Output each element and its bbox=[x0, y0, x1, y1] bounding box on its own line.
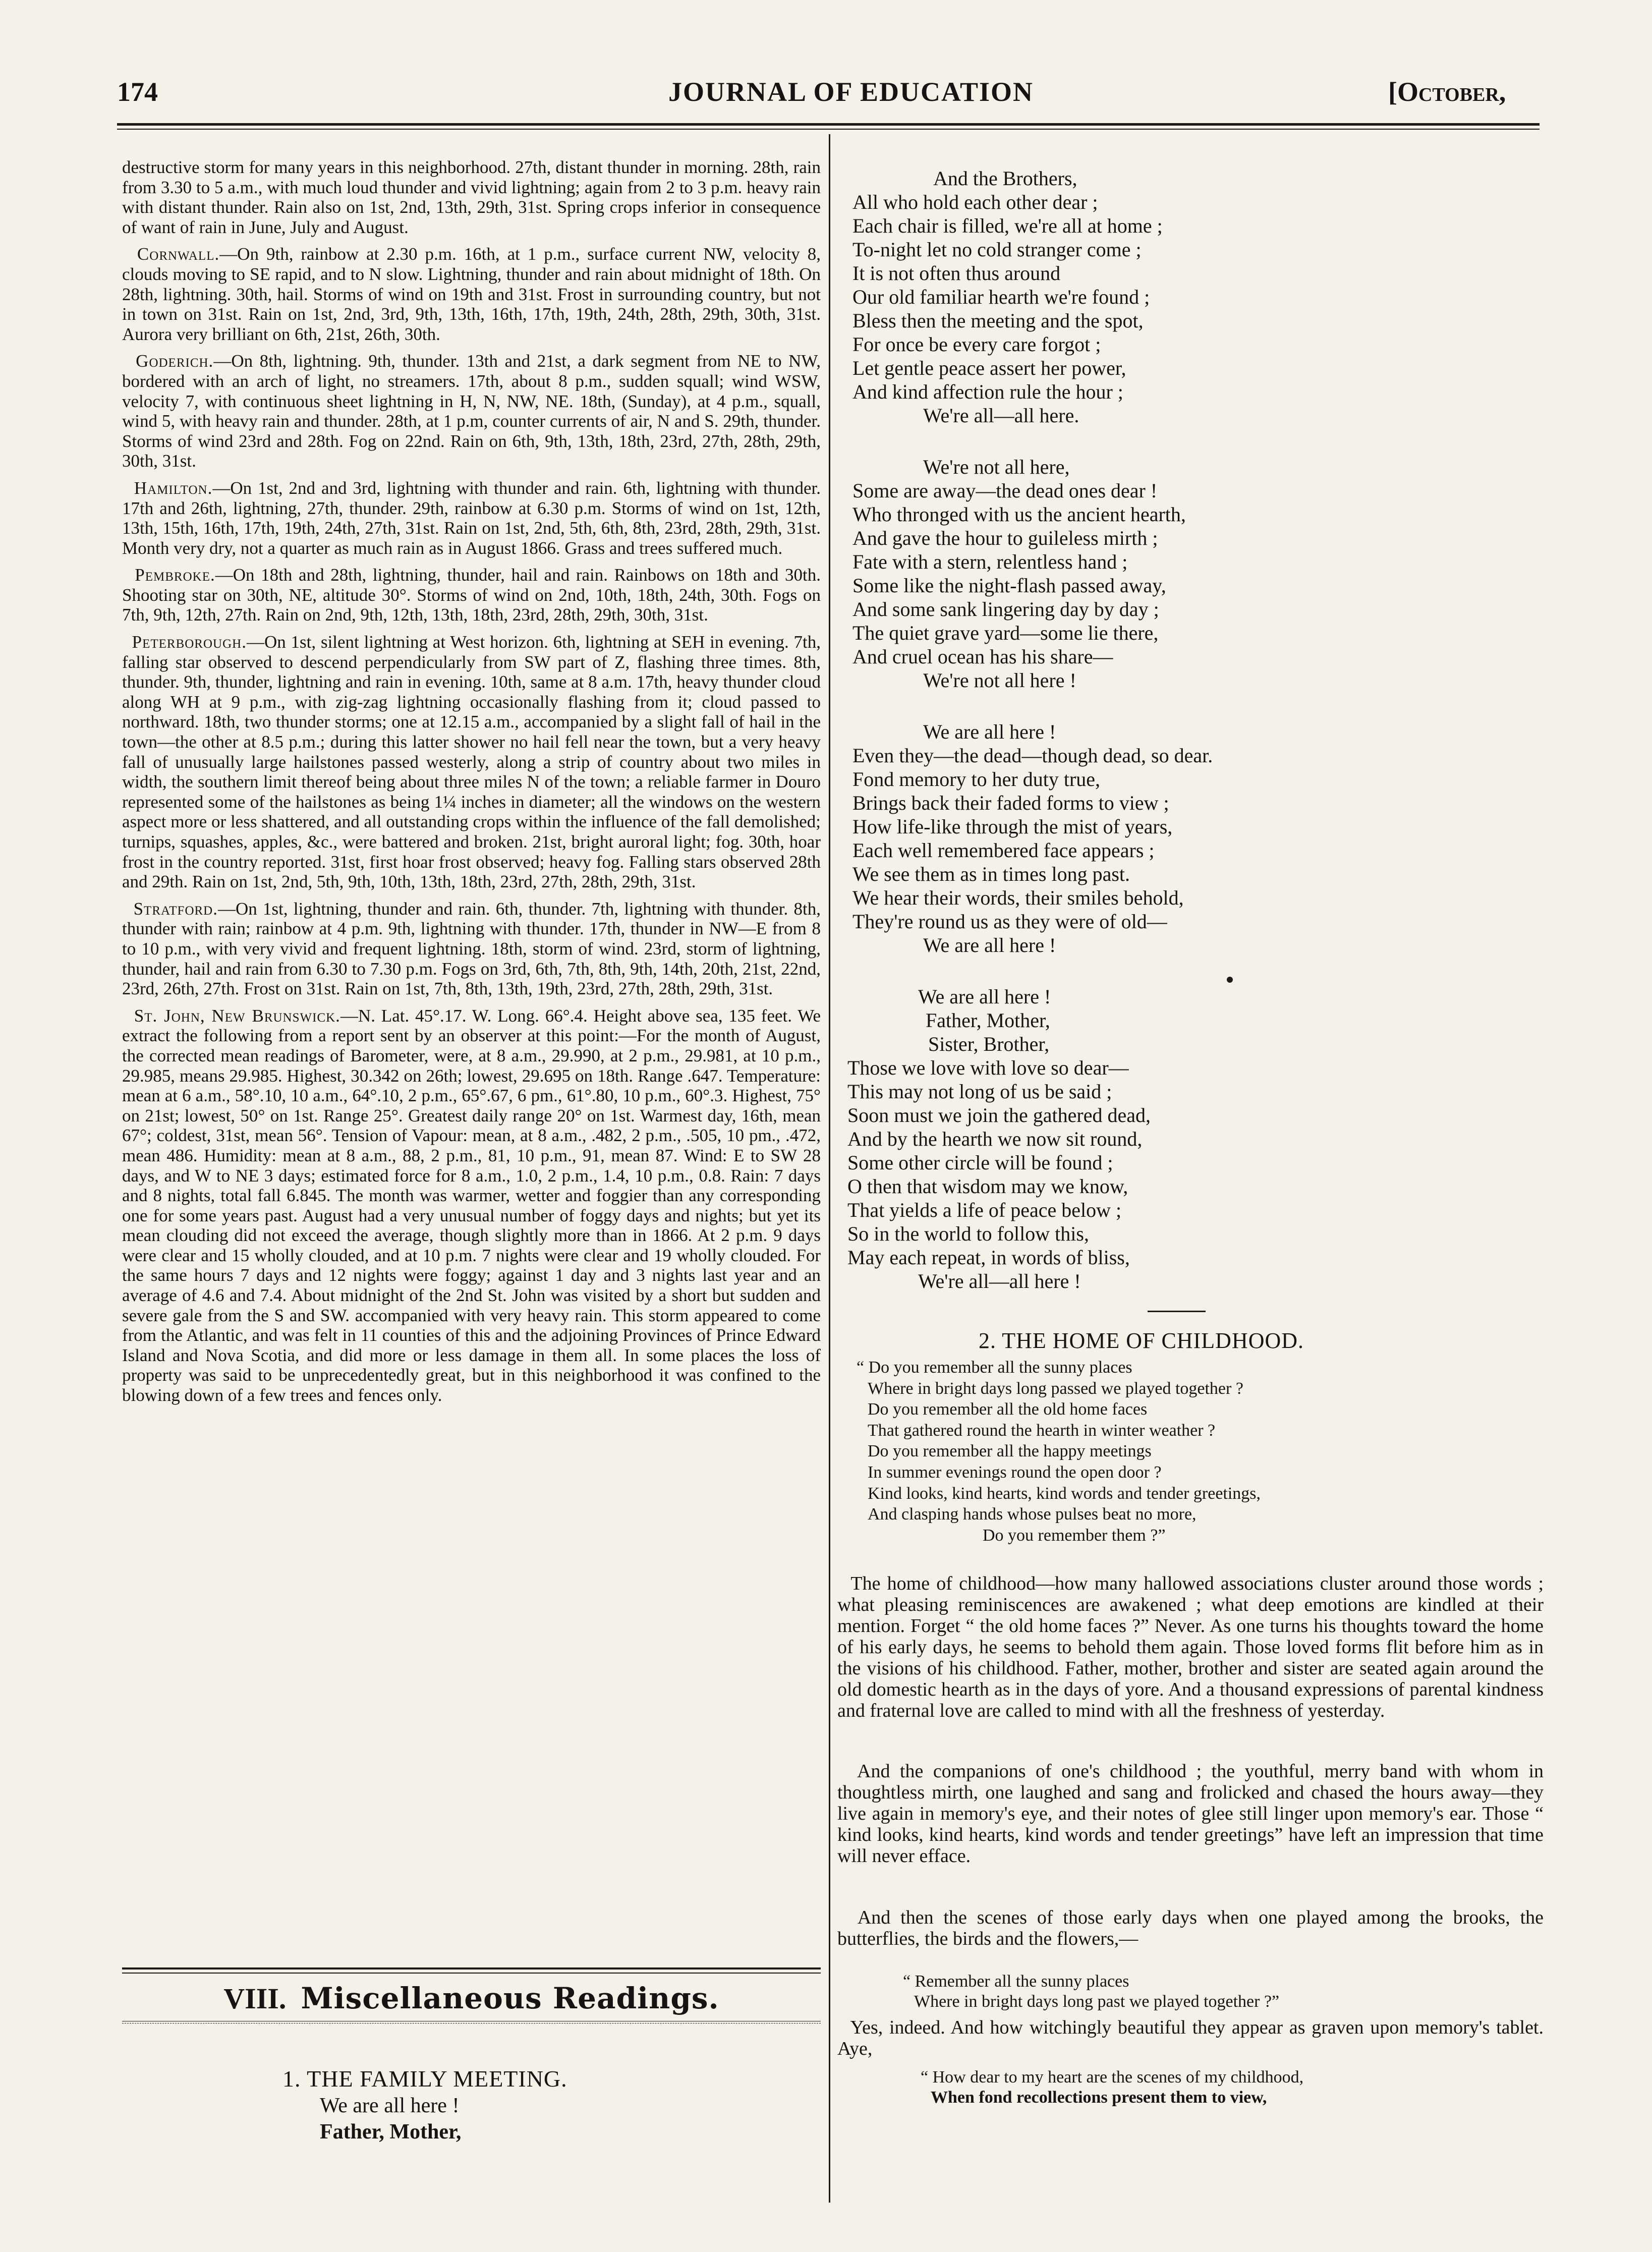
header-rule-thin bbox=[117, 129, 1540, 130]
article-separator bbox=[1148, 1311, 1206, 1312]
poem-stanza-4 bbox=[837, 985, 1544, 1293]
poem-line: Even they—the dead—though dead, so dear. bbox=[852, 744, 1213, 767]
poem-line: We are all here ! bbox=[918, 985, 1051, 1008]
body-paragraph bbox=[837, 1761, 1544, 1867]
poem-stanza-1 bbox=[837, 166, 1544, 427]
poem-line: How life-like through the mist of years, bbox=[852, 815, 1173, 838]
station-name: Goderich. bbox=[136, 351, 214, 371]
article-title: 2. THE HOME OF CHILDHOOD. bbox=[979, 1328, 1304, 1353]
stanza-separator-dot bbox=[1227, 977, 1233, 983]
poem-line: We're not all here, bbox=[923, 456, 1070, 478]
quotation-line: Do you remember all the old home faces bbox=[868, 1400, 1148, 1419]
poem-line: And by the hearth we now sit round, bbox=[847, 1128, 1143, 1150]
section-number: VIII. bbox=[223, 1982, 287, 2015]
weather-report-st-john bbox=[122, 1006, 821, 1405]
poem-line: Our old familiar hearth we're found ; bbox=[852, 286, 1150, 308]
quotation-line: Kind looks, kind hearts, kind words and tender greetings, bbox=[868, 1484, 1261, 1503]
weather-report-pembroke bbox=[122, 565, 821, 625]
quotation-line: In summer evenings round the open door ? bbox=[868, 1462, 1162, 1482]
weather-report-goderich bbox=[122, 351, 821, 471]
quotation-line: Do you remember all the happy meetings bbox=[868, 1442, 1152, 1461]
quotation-line: Where in bright days long passed we played together ? bbox=[868, 1379, 1243, 1398]
poem-line: May each repeat, in words of bliss, bbox=[847, 1246, 1130, 1269]
paragraph-text: destructive storm for many years in this neighborhood. 27th, distant thunder in morning. 28th, rain from 3.30 to 5 a.m., with much loud thunder and vivid lightning; again from 2 to 3 p.m. heavy rain with distant thunder. Rain also on 1st, 2nd, 13th, 29th, 31st. Spring crops inferior in consequence of want of rain in June, July and August. bbox=[122, 157, 821, 237]
poem-line: We are all here ! bbox=[923, 934, 1056, 956]
station-name: Cornwall. bbox=[137, 244, 220, 264]
poem-line: Bless then the meeting and the spot, bbox=[852, 309, 1144, 332]
poem-line: So in the world to follow this, bbox=[847, 1222, 1089, 1245]
quotation-line: When fond recollections present them to view, bbox=[931, 2088, 1267, 2107]
poem-line: Brings back their faded forms to view ; bbox=[852, 792, 1169, 814]
quotation-line: That gathered round the hearth in winter weather ? bbox=[868, 1421, 1216, 1440]
quotation-line: Do you remember them ?” bbox=[983, 1526, 1166, 1545]
weather-report-hamilton bbox=[122, 478, 821, 558]
poem-line: We're not all here ! bbox=[923, 669, 1076, 692]
weather-report-peterborough bbox=[122, 632, 821, 892]
poem-line: They're round us as they were of old— bbox=[852, 910, 1167, 933]
poem-line: And kind affection rule the hour ; bbox=[852, 380, 1123, 403]
page-number: 174 bbox=[117, 77, 158, 107]
poem-line: All who hold each other dear ; bbox=[852, 191, 1098, 213]
poem-line: Fond memory to her duty true, bbox=[852, 768, 1101, 791]
body-paragraph bbox=[837, 1907, 1544, 1949]
poem-line: We are all here ! bbox=[320, 2094, 460, 2117]
poem-line: For once be every care forgot ; bbox=[852, 333, 1101, 356]
quotation-line: And clasping hands whose pulses beat no more, bbox=[868, 1505, 1197, 1524]
section-heading bbox=[122, 1981, 821, 2016]
weather-report-cornwall bbox=[122, 244, 821, 344]
station-name: Hamilton. bbox=[134, 478, 213, 498]
poem-line: Father, Mother, bbox=[320, 2120, 462, 2144]
section-rule-thin bbox=[122, 1973, 821, 1974]
quotation-line: “ Do you remember all the sunny places bbox=[857, 1358, 1132, 1377]
poem-line: Let gentle peace assert her power, bbox=[852, 357, 1126, 379]
weather-report-paragraph bbox=[122, 157, 821, 237]
journal-title: JOURNAL OF EDUCATION bbox=[668, 77, 1034, 107]
station-name: Pembroke. bbox=[135, 565, 215, 585]
left-column bbox=[122, 157, 821, 1413]
paragraph-text: —On 8th, lightning. 9th, thunder. 13th and 21st, a dark segment from NE to NW, bordered with an arch of light, no streamers. 17th, about 8 p.m., sudden squall; wind WSW, velocity 7, with continuous sheet lightning in H, N, NW, NE. 18th, (Sunday), at 4 p.m., squall, wind 5, with heavy rain and thunder. 28th, at 1 p.m, counter currents of air, N and S. 29th, thunder. Storms of wind 23rd and 28th. Fog on 22nd. Rain on 6th, 9th, 13th, 18th, 23rd, 27th, 28th, 29th, 30th, 31st. bbox=[122, 351, 821, 471]
paragraph-text: —On 1st, lightning, thunder and rain. 6th, thunder. 7th, lightning with thunder. 8th, thunder with rain; rainbow at 4 p.m. 9th, lightning with thunder. 17th, thunder in NW—E from 8 to 10 p.m., with very vivid and frequent lightning. 18th, storm of wind. 23rd, storm of lightning, thunder, hail and rain from 6.30 to 7.30 p.m. Fogs on 3rd, 6th, 7th, 8th, 9th, 14th, 20th, 21st, 22nd, 23rd, 26th, 27th. Frost on 31st. Rain on 1st, 7th, 8th, 13th, 19th, 23rd, 27th, 28th, 29th, 31st. bbox=[122, 898, 821, 999]
issue-month: [October, bbox=[1388, 77, 1506, 107]
paragraph-text: Yes, indeed. And how witchingly beautiful they appear as graven upon memory's tablet. Aye, bbox=[837, 2017, 1544, 2059]
poem-title: 1. THE FAMILY MEETING. bbox=[282, 2066, 567, 2092]
body-paragraph bbox=[837, 1573, 1544, 1721]
poem-line: Sister, Brother, bbox=[928, 1033, 1050, 1055]
poem-line: We hear their words, their smiles behold, bbox=[852, 886, 1184, 909]
station-name: Peterborough. bbox=[132, 632, 247, 652]
station-name: St. John, New Brunswick. bbox=[134, 1005, 340, 1026]
section-title: Miscellaneous Readings. bbox=[301, 1981, 719, 2015]
station-name: Stratford. bbox=[133, 898, 218, 919]
poem-stanza-2 bbox=[837, 455, 1544, 692]
paragraph-text: —On 1st, 2nd and 3rd, lightning with thunder and rain. 6th, lightning with thunder. 17th and 26th, lightning, 27th, thunder. 29th, rainbow at 6.30 p.m. Storms of wind on 1st, 12th, 13th, 15th, 16th, 17th, 19th, 24th, 27th, 31st. Rain on 1st, 2nd, 5th, 6th, 8th, 23rd, 28th, 29th, 31st. Month very dry, not a quarter as much rain as in August 1866. Grass and trees suffered much. bbox=[122, 478, 821, 558]
poem-line: Some other circle will be found ; bbox=[847, 1151, 1113, 1174]
poem-line: We see them as in times long past. bbox=[852, 863, 1130, 885]
paragraph-text: —N. Lat. 45°.17. W. Long. 66°.4. Height above sea, 135 feet. We extract the following from a report sent by an observer at this point:—For the month of August, the corrected mean readings of Barometer, were, at 8 a.m., 29.990, at 2 p.m., 29.981, at 10 p.m., 29.985, means 29.985. Highest, 30.342 on 26th; lowest, 29.695 on 18th. Range .647. Temperature: mean at 6 a.m., 58°.10, 10 a.m., 64°.10, 2 p.m., 65°.67, 6 pm., 61°.80, 10 p.m., 60°.3. Highest, 75° on 21st; lowest, 50° on 1st. Range 25°. Greatest daily range 20° on 1st. Warmest day, 16th, mean 67°; coldest, 31st, mean 56°. Tension of Vapour: mean, at 8 a.m., .482, 2 p.m., .505, 10 pm., .472, mean 486. Humidity: mean at 8 a.m., 88, 2 p.m., 81, 10 p.m., 91, mean 87. Wind: E to SW 28 days, and W to NE 3 days; estimated force for 8 a.m., 1.0, 2 p.m., 1.4, 10 p.m., 0.8. Rain: 7 days and 8 nights, total fall 6.845. The month was warmer, wetter and foggier than any corresponding one for some years past. August had a very unusual number of foggy days and nights; but yet its mean clouding did not exceed the average, though slightly more than in 1866. At 2 p.m. 9 days were clear and 15 wholly clouded, and at 10 p.m. 7 nights were clear and 19 wholly clouded. For the same hours 7 days and 12 nights were foggy; against 1 day and 3 nights last year and an average of 4.6 and 7.4. About midnight of the 2nd St. John was visited by a short but sudden and severe gale from the S and SW. accompanied with very heavy rain. This storm appeared to come from the Atlantic, and was felt in 11 counties of this and the adjoining Provinces of Prince Edward Island and Nova Scotia, and did more or less damage in them all. In some places the loss of property was said to be unprecedentedly great, but in this neighborhood it was confined to the blowing down of a few trees and fences only. bbox=[122, 1005, 821, 1405]
poem-line: Each well remembered face appears ; bbox=[852, 839, 1155, 862]
poem-line: O then that wisdom may we know, bbox=[847, 1175, 1128, 1198]
poem-line: Some like the night-flash passed away, bbox=[852, 574, 1166, 597]
poem-line: We are all here ! bbox=[923, 720, 1056, 743]
section-rule bbox=[122, 1967, 821, 1969]
poem-line: Fate with a stern, relentless hand ; bbox=[852, 550, 1128, 573]
quotation-line: “ How dear to my heart are the scenes of my childhood, bbox=[921, 2068, 1304, 2087]
paragraph-text: The home of childhood—how many hallowed associations cluster around those words ; what pleasing reminiscences are awakened ; what deep emotions are kindled at their mention. Forget “ the old home faces ?” Never. As one turns his thoughts toward the home of his early days, he seems to behold them again. Those loved forms flit before him as in the visions of his childhood. Father, mother, brother and sister are seated again around the old domestic hearth as in the days of yore. And a thousand expressions of parental kindness and fraternal love are called to mind with all the freshness of yesterday. bbox=[837, 1573, 1544, 1721]
poem-line: Soon must we join the gathered dead, bbox=[847, 1104, 1151, 1127]
paragraph-text: —On 18th and 28th, lightning, thunder, hail and rain. Rainbows on 18th and 30th. Shooting star on 30th, NE, altitude 30°. Storms of wind on 2nd, 10th, 18th, 24th, 30th. Fogs on 7th, 9th, 12th, 27th. Rain on 2nd, 9th, 12th, 13th, 18th, 23rd, 28th, 29th, 30th, 31st. bbox=[122, 565, 821, 625]
body-paragraph bbox=[837, 2017, 1544, 2059]
closing-quotation bbox=[921, 2067, 1303, 2108]
poem-line: To-night let no cold stranger come ; bbox=[852, 238, 1142, 261]
poem-line: And the Brothers, bbox=[933, 167, 1077, 190]
poem-line: And gave the hour to guileless mirth ; bbox=[852, 527, 1158, 549]
poem-line: That yields a life of peace below ; bbox=[847, 1199, 1122, 1221]
header-rule bbox=[117, 123, 1540, 126]
poem-line: Some are away—the dead ones dear ! bbox=[852, 479, 1158, 502]
paragraph-text: —On 9th, rainbow at 2.30 p.m. 16th, at 1 p.m., surface current NW, velocity 8, clouds moving to SE rapid, and to N slow. Lightning, thunder and rain about midnight of 18th. On 28th, lightning. 30th, hail. Storms of wind on 19th and 31st. Frost in surrounding country, but not in town on 31st. Rain on 1st, 2nd, 3rd, 9th, 13th, 16th, 17th, 19th, 24th, 28th, 29th, 30th, 31st. Aurora very brilliant on 6th, 21st, 26th, 30th. bbox=[122, 244, 821, 344]
poem-line: Who thronged with us the ancient hearth, bbox=[852, 503, 1186, 526]
poem-line: It is not often thus around bbox=[852, 262, 1061, 285]
poem-line: And cruel ocean has his share— bbox=[852, 645, 1113, 668]
poem-stanza-3 bbox=[837, 720, 1544, 957]
opening-quotation bbox=[857, 1357, 1553, 1546]
inline-quotation bbox=[903, 1972, 1279, 2012]
poem-line: And some sank lingering day by day ; bbox=[852, 598, 1159, 621]
quotation-line: “ Remember all the sunny places bbox=[903, 1972, 1129, 1991]
paragraph-text: And the companions of one's childhood ; the youthful, merry band with whom in thoughtless mirth, one laughed and sang and frolicked and chased the hours away—they live again in memory's eye, and their notes of glee still linger upon memory's ear. Those “ kind looks, kind hearts, kind words and tender greetings” have left an impression that time will never efface. bbox=[837, 1761, 1544, 1867]
column-divider bbox=[829, 134, 830, 2203]
poem-line: Father, Mother, bbox=[926, 1009, 1050, 1032]
weather-report-stratford bbox=[122, 899, 821, 999]
poem-line: The quiet grave yard—some lie there, bbox=[852, 622, 1159, 644]
poem-line: This may not long of us be said ; bbox=[847, 1080, 1112, 1103]
poem-line: Each chair is filled, we're all at home ; bbox=[852, 214, 1163, 237]
quotation-line: Where in bright days long past we played together ?” bbox=[914, 1992, 1280, 2011]
poem-line: Those we love with love so dear— bbox=[847, 1056, 1129, 1079]
poem-line: We're all—all here. bbox=[923, 404, 1079, 427]
paragraph-text: —On 1st, silent lightning at West horizon. 6th, lightning at SEH in evening. 7th, falling star observed to descend perpendicularly from SW part of Z, flashing three times. 8th, thunder. 9th, thunder, lightning and rain in evening. 10th, same at 8 a.m. 17th, heavy thunder cloud along WH at 9 p.m., with zig-zag lightning occasionally flashing from it; cloud passed to northward. 18th, two thunder storms; one at 12.15 a.m., accompanied by a slight fall of hail in the town—the other at 8.5 p.m.; during this latter shower no hail fell near the town, but a very heavy fall of unusually large hailstones passed westerly, along a strip of country about two miles in width, the southern limit thereof being about three miles N of the town; a reliable farmer in Douro represented some of the hailstones as being 1¼ inches in diameter; all the windows on the western aspect more or less shattered, and all outstanding crops within the influence of the fall demolished; turnips, squashes, apples, &c., were battered and broken. 21st, bright auroral light; fog. 30th, hoar frost in the country reported. 31st, first hoar frost observed; heavy fog. Falling stars observed 28th and 29th. Rain on 1st, 2nd, 5th, 9th, 10th, 13th, 18th, 23rd, 27th, 28th, 29th, 31st. bbox=[122, 632, 821, 892]
paragraph-text: And then the scenes of those early days when one played among the brooks, the butterflies, the birds and the flowers,— bbox=[837, 1907, 1544, 1949]
poem-line: We're all—all here ! bbox=[918, 1270, 1081, 1292]
right-column bbox=[837, 166, 1544, 1321]
